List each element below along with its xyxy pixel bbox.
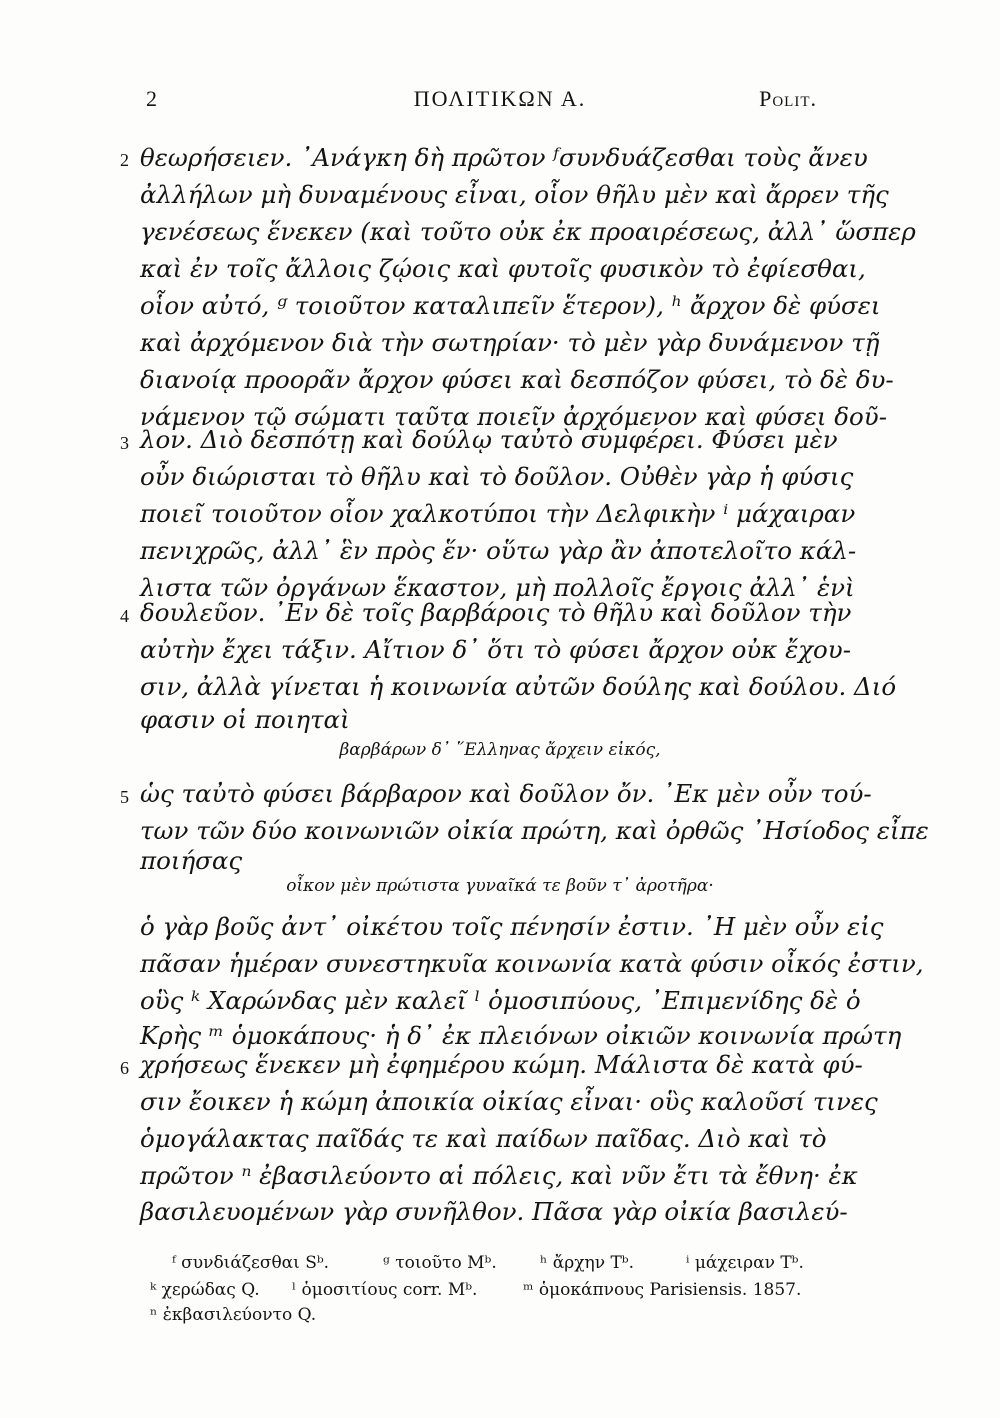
- text-line: πᾶσαν ἡμέραν συνεστηκυῖα κοινωνία κατὰ φύσιν οἶκός ἐστιν,: [140, 949, 924, 978]
- text-line: σιν ἔοικεν ἡ κώμη ἀποικία οἰκίας εἶναι· οὓς καλοῦσί τινες: [140, 1087, 878, 1116]
- text-line: οὓς ᵏ Χαρώνδας μὲν καλεῖ ˡ ὁμοσιπύους, ᾿Επιμενίδης δὲ ὁ: [140, 986, 861, 1015]
- section-number: 5: [120, 787, 129, 807]
- footnote: ˡ ὁμοσιτίους corr. Mᵇ.: [292, 1280, 478, 1300]
- section-number: 4: [120, 606, 129, 626]
- text-line: δουλεῦον. ᾿Εν δὲ τοῖς βαρβάροις τὸ θῆλυ καὶ δοῦλον τὴν: [140, 598, 852, 627]
- text-line: οὖν διώρισται τὸ θῆλυ καὶ τὸ δοῦλον. Οὐθὲν γὰρ ἡ φύσις: [140, 462, 854, 491]
- text-line: ποιεῖ τοιοῦτον οἷον χαλκοτύποι τὴν Δελφικὴν ⁱ μάχαιραν: [140, 499, 856, 528]
- text-line: ἀλλήλων μὴ δυναμένους εἶναι, οἷον θῆλυ μὲν καὶ ἄρρεν τῆς: [140, 180, 889, 209]
- text-line: λον. Διὸ δεσπότῃ καὶ δούλῳ ταὐτὸ συμφέρει. Φύσει μὲν: [140, 425, 838, 454]
- text-line: φασιν οἱ ποιηταὶ: [140, 705, 350, 734]
- text-line: πρῶτον ⁿ ἐβασιλεύοντο αἱ πόλεις, καὶ νῦν ἔτι τὰ ἔθνη· ἐκ: [140, 1161, 858, 1190]
- text-line: ὁ γὰρ βοῦς ἀντ᾿ οἰκέτου τοῖς πένησίν ἐστιν. ᾿Η μὲν οὖν εἰς: [140, 912, 884, 941]
- footnote: ᵏ χερώδας Q.: [150, 1280, 260, 1300]
- text-line: σιν, ἀλλὰ γίνεται ἡ κοινωνία αὐτῶν δούλης καὶ δούλου. Διό: [140, 672, 897, 701]
- verse-quote: οἶκον μὲν πρώτιστα γυναῖκά τε βοῦν τ᾿ ἀροτῆρα·: [286, 876, 714, 896]
- text-line: λιστα τῶν ὀργάνων ἕκαστον, μὴ πολλοῖς ἔργοις ἀλλ᾿ ἑνὶ: [140, 573, 855, 602]
- page-title: ΠΟΛΙΤΙΚΩΝ Α.: [413, 86, 587, 111]
- text-line: Κρὴς ᵐ ὁμοκάπους· ἡ δ᾿ ἐκ πλειόνων οἰκιῶν κοινωνία πρώτη: [140, 1021, 902, 1050]
- footnote: ⁿ ἐκβασιλεύοντο Q.: [150, 1305, 317, 1325]
- text-line: βασιλευομένων γὰρ συνῆλθον. Πᾶσα γὰρ οἰκία βασιλεύ-: [140, 1197, 848, 1226]
- footnote: ᵍ τοιοῦτο Mᵇ.: [383, 1253, 497, 1273]
- footnote: ᶠ συνδιάζεσθαι Sᵇ.: [172, 1253, 330, 1273]
- verse-quote: βαρβάρων δ᾿ ῞Ελληνας ἄρχειν εἰκός,: [339, 740, 661, 760]
- text-line: καὶ ἀρχόμενον διὰ τὴν σωτηρίαν· τὸ μὲν γὰρ δυνάμενον τῇ: [140, 328, 880, 357]
- text-line: γενέσεως ἕνεκεν (καὶ τοῦτο οὐκ ἐκ προαιρέσεως, ἀλλ᾿ ὥσπερ: [140, 217, 916, 246]
- text-line: πενιχρῶς, ἀλλ᾿ ἓν πρὸς ἕν· οὕτω γὰρ ἂν ἀποτελοῖτο κάλ-: [140, 536, 857, 565]
- header-right: Polit.: [759, 86, 817, 111]
- text-line: διανοίᾳ προορᾶν ἄρχον φύσει καὶ δεσπόζον φύσει, τὸ δὲ δυ-: [140, 365, 894, 394]
- text-line: ὡς ταὐτὸ φύσει βάρβαρον καὶ δοῦλον ὄν. ᾿Εκ μὲν οὖν τού-: [140, 779, 872, 808]
- text-line: χρήσεως ἕνεκεν μὴ ἐφημέρου κώμη. Μάλιστα δὲ κατὰ φύ-: [140, 1050, 863, 1079]
- footnote: ᵐ ὁμοκάπνους Parisiensis. 1857.: [523, 1280, 802, 1300]
- text-line: θεωρήσειεν. ᾿Ανάγκη δὴ πρῶτον ᶠσυνδυάζεσθαι τοὺς ἄνευ: [140, 143, 868, 172]
- running-header: [0, 86, 1000, 116]
- text-line: ποιήσας: [140, 846, 243, 875]
- page-number: 2: [146, 86, 157, 111]
- section-number: 2: [120, 150, 129, 170]
- section-number: 3: [120, 433, 129, 453]
- text-line: ὁμογάλακτας παῖδάς τε καὶ παίδων παῖδας. Διὸ καὶ τὸ: [140, 1124, 827, 1153]
- text-line: νάμενον τῷ σώματι ταῦτα ποιεῖν ἀρχόμενον καὶ φύσει δοῦ-: [140, 402, 887, 431]
- footnote: ʰ ἄρχην Tᵇ.: [540, 1253, 634, 1273]
- text-line: αὐτὴν ἔχει τάξιν. Αἴτιον δ᾿ ὅτι τὸ φύσει ἄρχον οὐκ ἔχου-: [140, 635, 851, 664]
- footnote: ⁱ μάχειραν Tᵇ.: [686, 1253, 804, 1273]
- text-line: οἷον αὐτό, ᵍ τοιοῦτον καταλιπεῖν ἕτερον), ʰ ἄρχον δὲ φύσει: [140, 291, 881, 320]
- text-line: καὶ ἐν τοῖς ἄλλοις ζῴοις καὶ φυτοῖς φυσικὸν τὸ ἐφίεσθαι,: [140, 254, 866, 283]
- section-number: 6: [120, 1058, 129, 1078]
- text-line: των τῶν δύο κοινωνιῶν οἰκία πρώτη, καὶ ὀρθῶς ᾿Ησίοδος εἶπε: [140, 816, 929, 845]
